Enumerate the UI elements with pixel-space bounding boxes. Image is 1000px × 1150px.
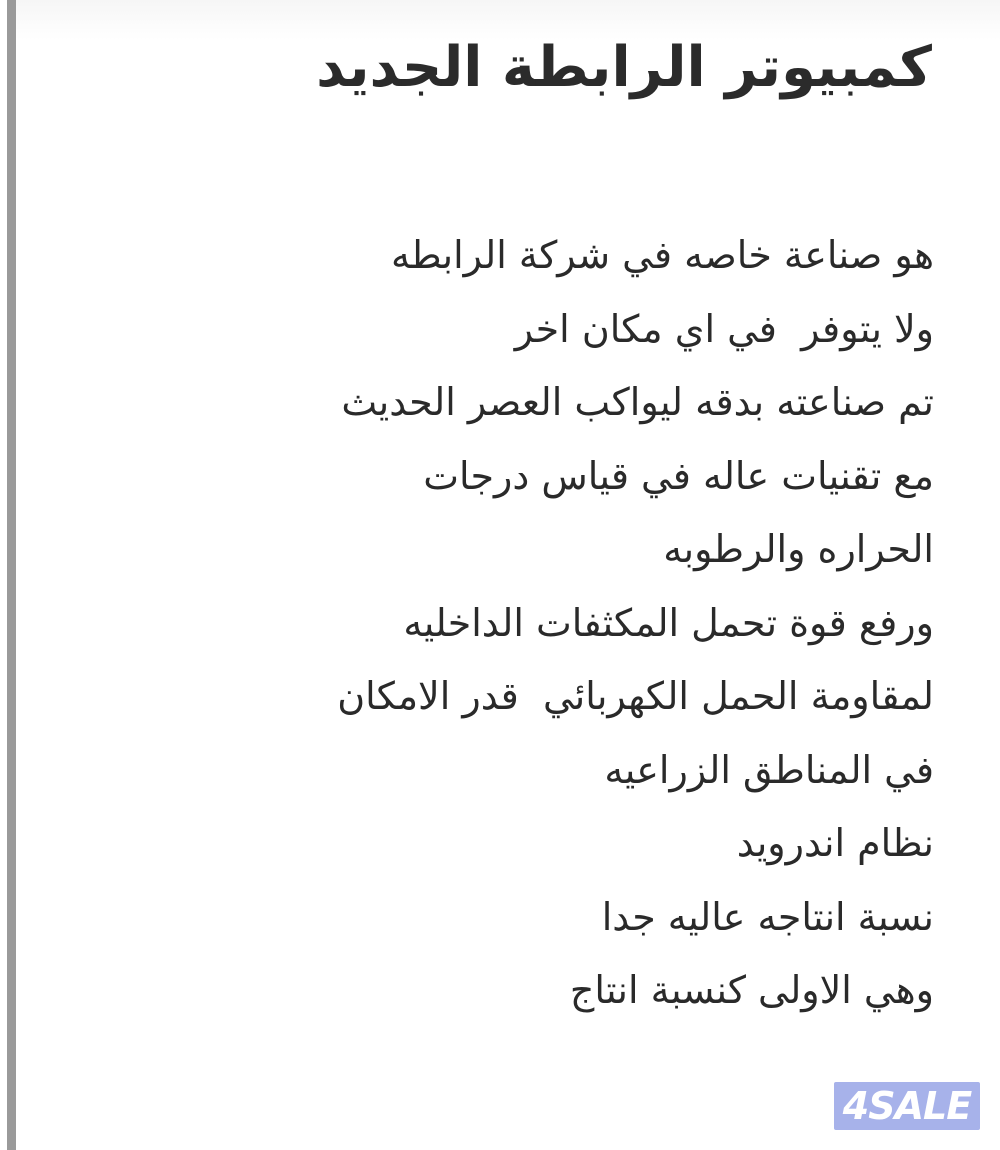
description-line-9: نظام اندرويد: [736, 821, 934, 865]
description-line-4: مع تقنيات عاله في قياس درجات: [423, 453, 934, 498]
description-line-1: هو صناعة خاصه في شركة الرابطه: [390, 233, 934, 277]
description-line-7: لمقاومة الحمل الكهربائي قدر الامكان: [337, 674, 934, 718]
description-line-5: الحراره والرطوبه: [663, 527, 934, 571]
description-line-10: نسبة انتاجه عاليه جدا: [601, 894, 934, 939]
4sale-watermark-logo: 4SALE: [834, 1082, 980, 1130]
description-line-6: ورفع قوة تحمل المكثفات الداخليه: [403, 600, 934, 645]
page-title: كمبيوتر الرابطة الجديد: [316, 35, 932, 100]
description-line-8: في المناطق الزراعيه: [604, 747, 934, 792]
description-text: [34, 219, 934, 1028]
left-edge-bar: [7, 0, 16, 1150]
description-line-11: وهي الاولى كنسبة انتاج: [569, 968, 934, 1012]
description-line-3: تم صناعته بدقه ليواكب العصر الحديث: [341, 380, 934, 424]
description-line-2: ولا يتوفر في اي مكان اخر: [514, 306, 934, 351]
